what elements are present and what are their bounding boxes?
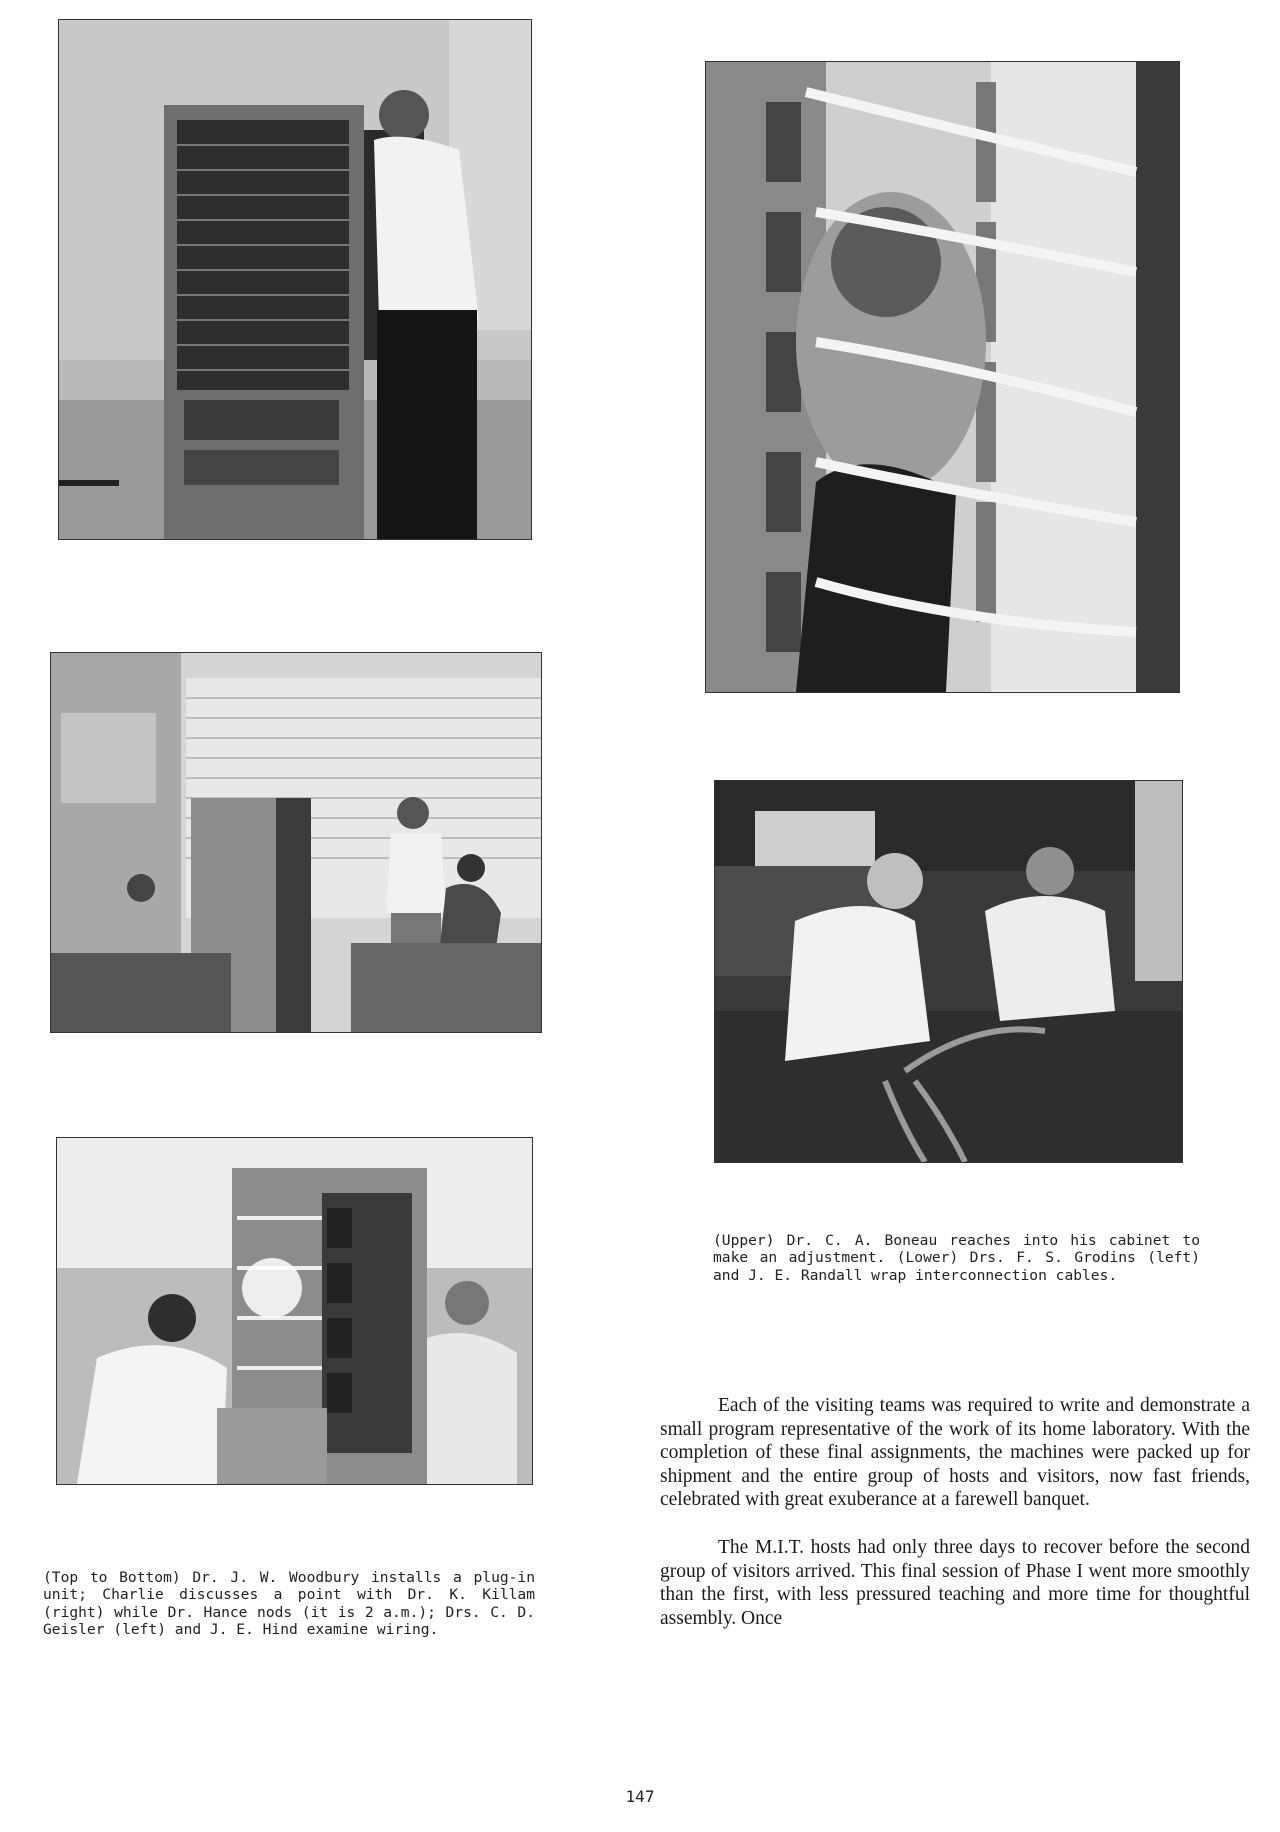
body-paragraph: Each of the visiting teams was required to write and demonstrate a small program representative of the work of its home laboratory. With the completion of these final assignments, the machines were packed up for shipment and the entire group of hosts and visitors, now fast friends, celebrated with great exuberance at a farewell banquet. xyxy=(660,1395,1250,1511)
page-number: 147 xyxy=(625,1787,655,1806)
photo-boneau-cabinet xyxy=(705,61,1180,693)
body-paragraph: The M.I.T. hosts had only three days to recover before the second group of visitors arrived. This final session of Phase I went more smoothly than the first, with less pressured teaching and more time for thoughtful assembly. Once xyxy=(660,1536,1250,1629)
photo-grodins-randall-cables xyxy=(714,780,1183,1163)
photo-woodbury-cabinet xyxy=(58,19,532,540)
caption-left-photos: (Top to Bottom) Dr. J. W. Woodbury installs a plug-in unit; Charlie discusses a point with Dr. K. Killam (right) while Dr. Hance nods (it is 2 a.m.); Drs. C. D. Geisler (left) and J. E. Hind examine wiring. xyxy=(43,1569,535,1639)
photo-killam-discussion xyxy=(50,652,542,1033)
body-text xyxy=(660,1394,1250,1654)
photo-geisler-hind-wiring xyxy=(56,1137,533,1485)
caption-right-photos: (Upper) Dr. C. A. Boneau reaches into his cabinet to make an adjustment. (Lower) Drs. F. S. Grodins (left) and J. E. Randall wrap interconnection cables. xyxy=(713,1232,1200,1284)
